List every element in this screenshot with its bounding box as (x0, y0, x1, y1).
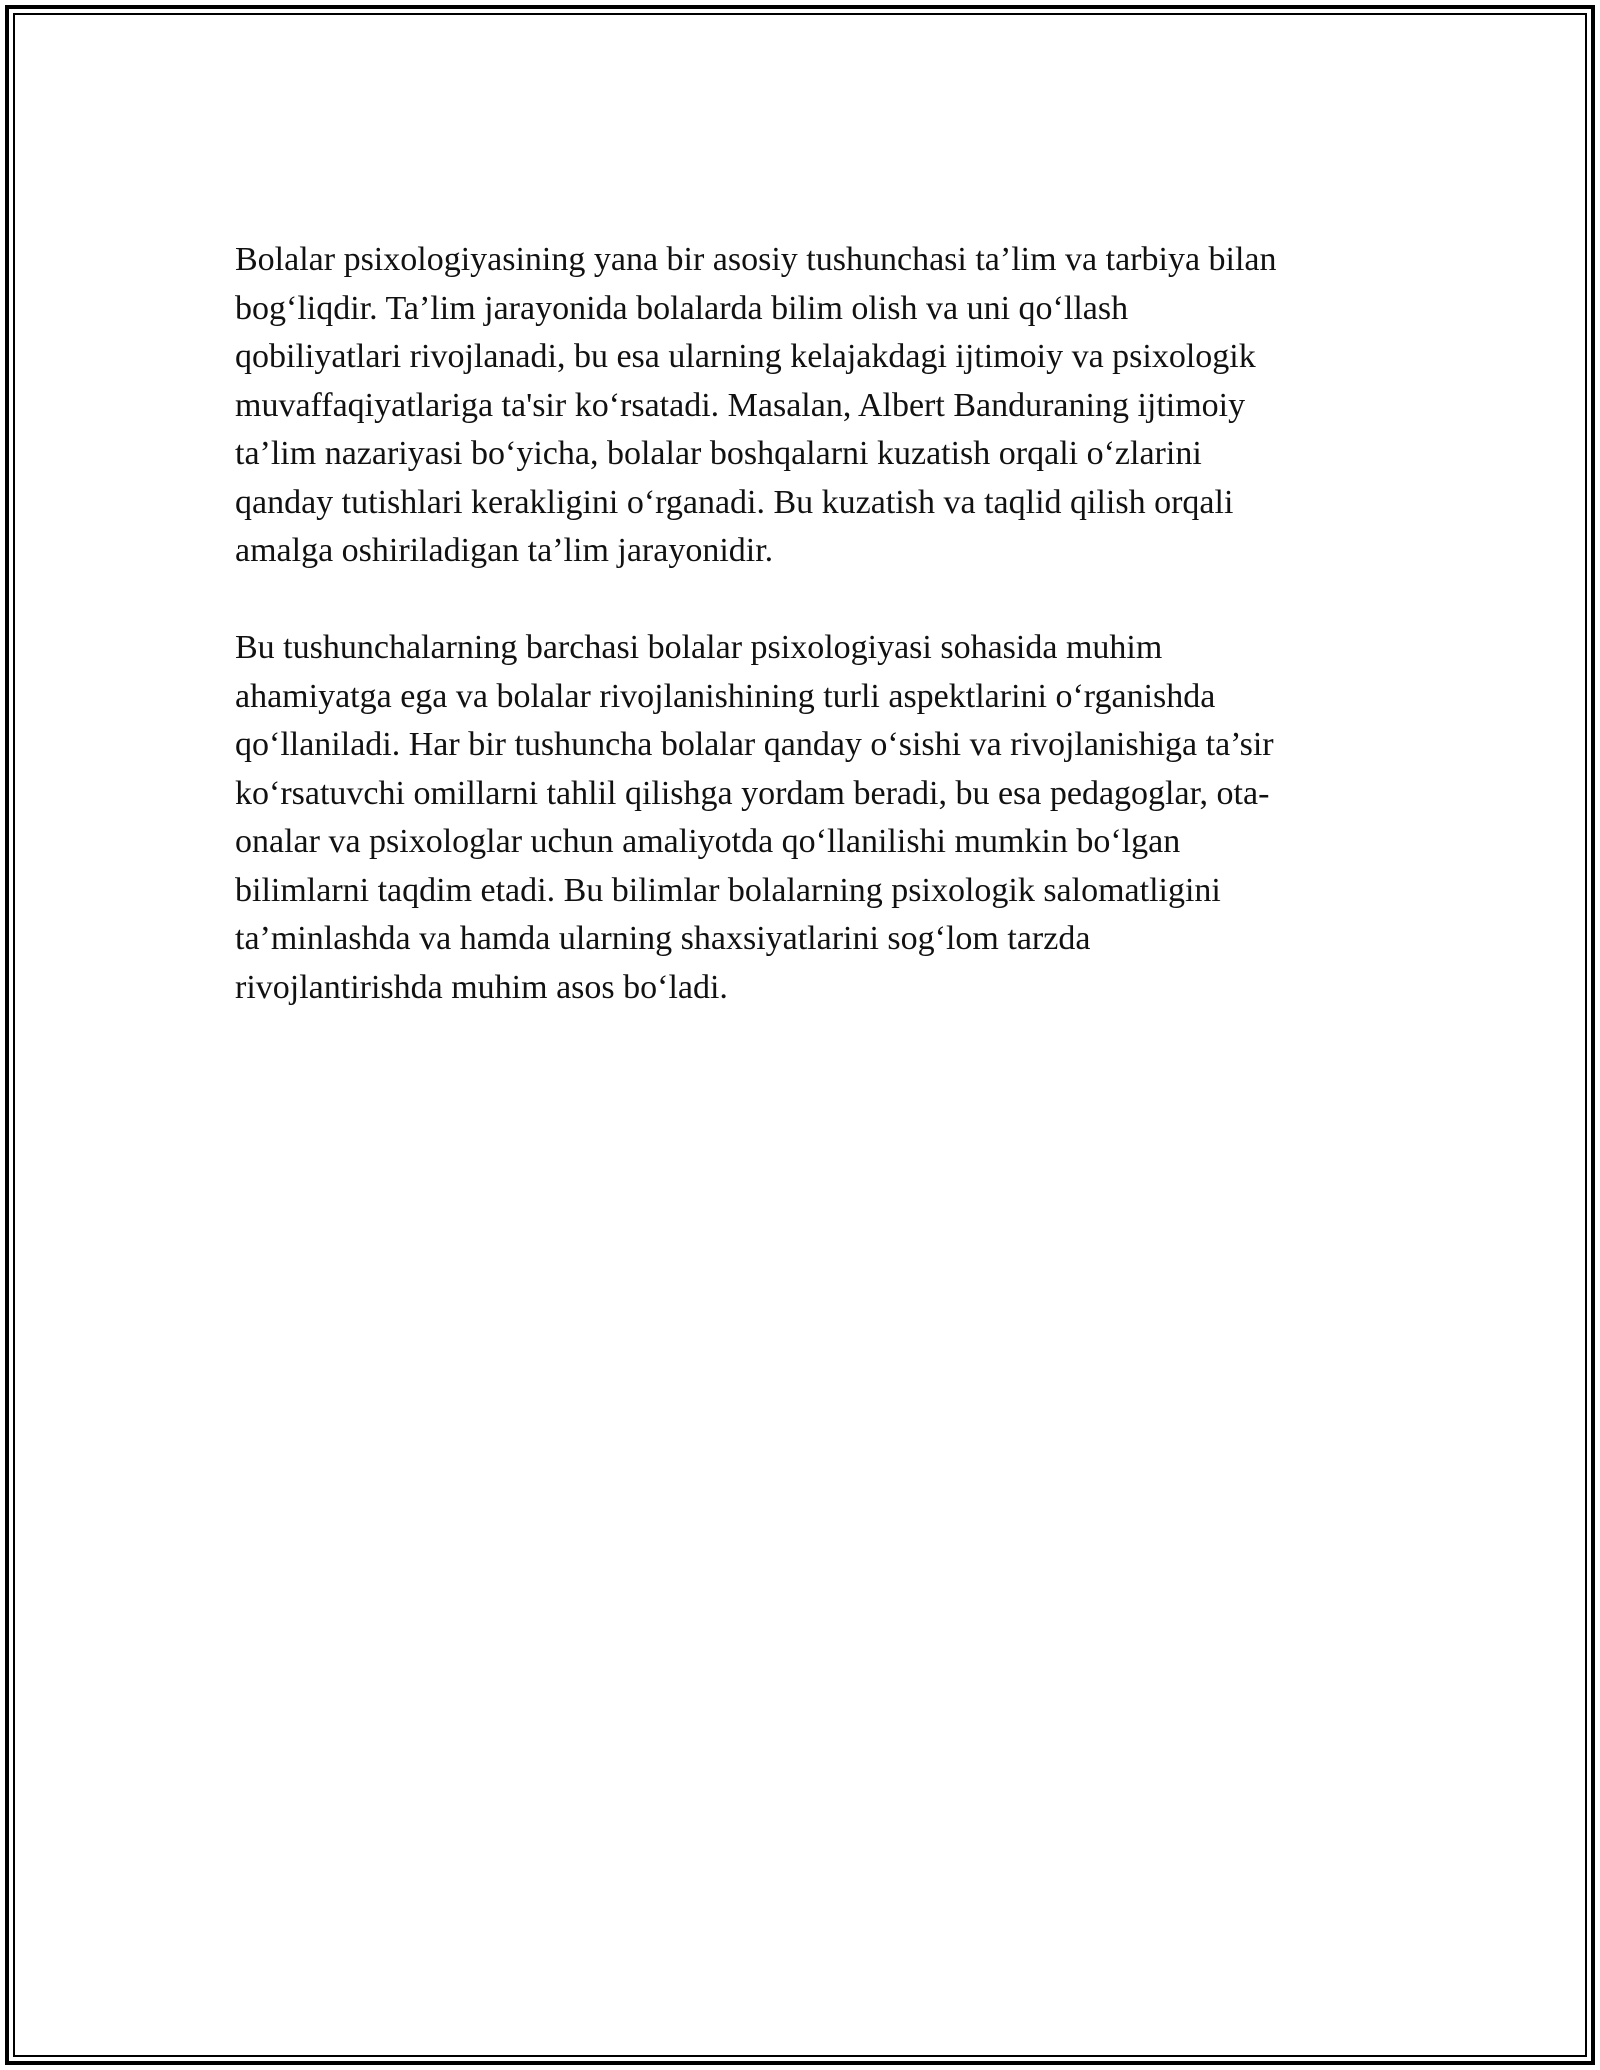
text-line: amalga oshiriladigan ta’lim jarayonidir. (235, 532, 774, 569)
text-line: ta’lim nazariyasi bo‘yicha, bolalar boshqalarni kuzatish orqali o‘zlarini (235, 435, 1202, 472)
text-line: Bu tushunchalarning barchasi bolalar psixologiyasi sohasida muhim (235, 629, 1163, 666)
text-line: muvaffaqiyatlariga ta'sir ko‘rsatadi. Masalan, Albert Banduraning ijtimoiy (235, 386, 1246, 424)
text-line: Bolalar psixologiyasining yana bir asosiy tushunchasi ta’lim va tarbiya bilan (235, 241, 1277, 278)
text-line: onalar va psixologlar uchun amaliyotda qo‘llanilishi mumkin bo‘lgan (235, 823, 1181, 860)
text-line: ko‘rsatuvchi omillarni tahlil qilishga yordam beradi, bu esa pedagoglar, ota- (235, 774, 1270, 812)
paragraph-1 (235, 236, 1365, 576)
text-line: ta’minlashda va hamda ularning shaxsiyatlarini sog‘lom tarzda (235, 920, 1091, 957)
text-line: rivojlantirishda muhim asos bo‘ladi. (235, 968, 728, 1006)
text-line: bilimlarni taqdim etadi. Bu bilimlar bolalarning psixologik salomatligini (235, 871, 1221, 909)
text-line: bog‘liqdir. Ta’lim jarayonida bolalarda bilim olish va uni qo‘llash (235, 289, 1129, 327)
text-line: qobiliyatlari rivojlanadi, bu esa ularning kelajakdagi ijtimoiy va psixologik (235, 338, 1256, 375)
text-line: qo‘llaniladi. Har bir tushuncha bolalar qanday o‘sishi va rivojlanishiga ta’sir (235, 726, 1274, 763)
text-line: ahamiyatga ega va bolalar rivojlanishining turli aspektlarini o‘rganishda (235, 677, 1216, 715)
document-body (235, 236, 1365, 1012)
text-line: qanday tutishlari kerakligini o‘rganadi. Bu kuzatish va taqlid qilish orqali (235, 483, 1234, 521)
paragraph-2 (235, 624, 1365, 1012)
